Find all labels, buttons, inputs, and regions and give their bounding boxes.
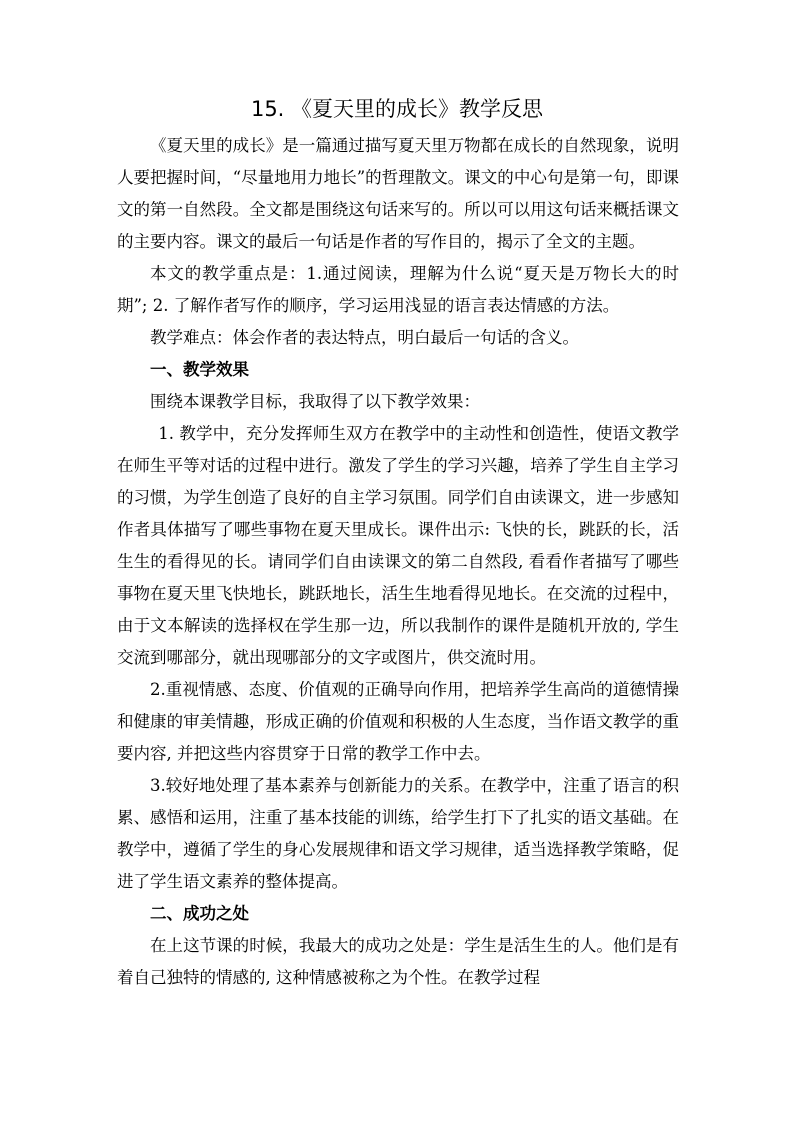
success-paragraph: 在上这节课的时候，我最大的成功之处是：学生是活生生的人。他们是有着自己独特的情感的, 这种情感被称之为个性。在教学过程: [117, 936, 679, 987]
effect-item-2: 2.重视情感、态度、价值观的正确导向作用，把培养学生高尚的道德情操和健康的审美情趣，形成正确的价值观和积极的人生态度，当作语文教学的重要内容, 并把这些内容贯穿于日常的教学工作中去。: [117, 680, 679, 763]
effects-intro-paragraph: 围绕本课教学目标，我取得了以下教学效果：: [150, 392, 480, 411]
document-title: 15. 《夏天里的成长》教学反思: [250, 97, 544, 121]
teaching-difficulty-paragraph: 教学难点：体会作者的表达特点，明白最后一句话的含义。: [150, 328, 579, 347]
effect-item-3: 3.较好地处理了基本素养与创新能力的关系。在教学中，注重了语言的积累、感悟和运用，注重了基本技能的训练，给学生打下了扎实的语文基础。在教学中，遵循了学生的身心发展规律和语文学习规律，适当选择教学策略，促进了学生语文素养的整体提高。: [117, 776, 679, 891]
section-heading-success: 二、成功之处: [150, 904, 249, 923]
section-heading-effects: 一、教学效果: [150, 360, 249, 379]
intro-paragraph: 《夏天里的成长》是一篇通过描写夏天里万物都在成长的自然现象，说明人要把握时间，“尽量地用力地长”的哲理散文。课文的中心句是第一句，即课文的第一自然段。全文都是围绕这句话来写的。所以可以用这句话来概括课文的主要内容。课文的最后一句话是作者的写作目的，揭示了全文的主题。: [117, 136, 679, 251]
teaching-focus-paragraph: 本文的教学重点是：1.通过阅读，理解为什么说“夏天是万物长大的时期”; 2. 了解作者写作的顺序，学习运用浅显的语言表达情感的方法。: [117, 264, 679, 315]
effect-item-1: 1. 教学中，充分发挥师生双方在教学中的主动性和创造性，使语文教学在师生平等对话的过程中进行。激发了学生的学习兴趣，培养了学生自主学习的习惯，为学生创造了良好的自主学习氛围。同学们自由读课文，进一步感知作者具体描写了哪些事物在夏天里成长。课件出示: 飞快的长，跳跃的长，活生生的看得见的长。请同学们自由读课文的第二自然段, 看看作者描写了哪些事物在夏天里飞快地长，跳跃地长，活生生地看得见地长。在交流的过程中，由于文本解读的选择权在学生那一边，所以我制作的课件是随机开放的, 学生交流到哪部分，就出现哪部分的文字或图片，供交流时用。: [117, 424, 679, 667]
document-body: [117, 130, 679, 994]
